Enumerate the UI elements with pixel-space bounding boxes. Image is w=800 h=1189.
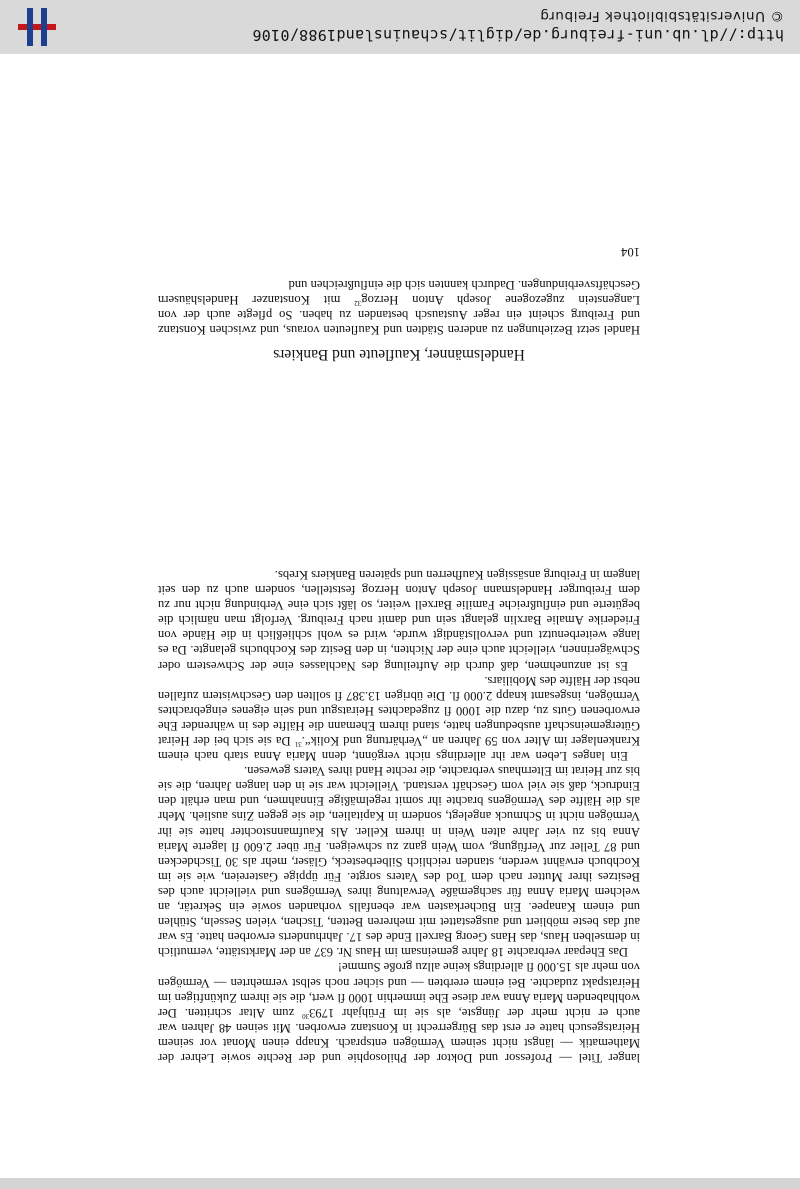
paragraph-5: Handel setzt Beziehungen zu anderen Städten und Kaufleuten voraus, und zwischen Konstanz und Freiburg scheint ein reger Austausch bestanden zu haben. So pflegte auch der von Langenstein zugezogene Joseph Anton Herzog$^{32}$ mit Konstanzer Handelshäusern Geschäftsverbindungen. Dadurch kannten sich die einflußreichen und: [158, 277, 640, 337]
paragraph-4: Es ist anzunehmen, daß durch die Aufteilung des Nachlasses eine der Schwestern oder Schwägerinnen, vielleicht auch eine der Nichten, in den Besitz des Kochbuchs gelangte. Da es lange weiterbenutzt und vervollständigt wurde, wird es wohl schließlich in die Hände von Friederike Amalie Barxlin gelangt sein und damit nach Freiburg. Verfolgt man nämlich die begüterte und einflußreiche Familie Barxell weiter, so läßt sich eine Verbindung nicht nur zu dem Freiburger Handelsmann Joseph Anton Herzog feststellen, sondern auch zu den seit langem in Freiburg ansässigen Kaufherren und späteren Bankiers Krebs.: [158, 568, 640, 673]
paragraph-3: Ein langes Leben war ihr allerdings nicht vergönnt, denn Maria Anna starb nach einem Krankenlager im Alter von 59 Jahren an „Verhärtung und Kolik“.$^{31}$ Da sie sich bei der Heirat Gütergemeinschaft ausbedungen hatte, stand ihrem Ehemann die Hälfte des in währender Ehe erworbenen Guts zu, dazu die 1000 fl zugedachtes Heiratsgut und sein eigenes eingebrachtes Vermögen, insgesamt knapp 2.000 fl. Die übrigen 13.387 fl sollten den Geschwistern zufallen nebst der Hälfte des Mobiliars.: [158, 673, 640, 764]
footnote-ref-31: 31: [294, 740, 302, 749]
footer-url[interactable]: http://dl.ub.uni-freiburg.de/diglit/schauinsland1988/0106: [252, 26, 784, 44]
section-heading: Handelsmänner, Kaufleute und Bankiers: [273, 346, 525, 363]
footer-bar: [0, 0, 800, 54]
paragraph-2: Das Ehepaar verbrachte 18 Jahre gemeinsam im Haus Nr. 637 an der Marktstätte, vermutlich in demselben Haus, das Hans Georg Barxell Ende des 17. Jahrhunderts erworben hatte. Es war auf das beste möbliert und ausgestattet mit mehreren Betten, Tischen, vielen Sesseln, Stühlen und einem Kanapee. Ein Bücherkasten war ebenfalls vorhanden sowie ein Sekretär, an welchem Maria Anna für sachgemäße Verwaltung ihres Vermögens und vielleicht auch des Besitzes ihrer Mutter nach dem Tod des Vaters sorgte. Für üppige Gastereien, wie sie im Kochbuch erwähnt werden, standen reichlich Silberbesteck, Gläser, mehr als 30 Tischdecken und 87 Teller zur Verfügung, vom Wein ganz zu schweigen. Für über 2.600 fl lagerte Maria Anna bis zu vier Jahre alten Wein in ihrem Keller. Als Kaufmannstochter hatte sie ihr Vermögen nicht in Schmuck angelegt, sondern in Kapitalien, die sie gegen Zins auslieh. Mehr als die Hälfte des Vermögens brachte ihr somit regelmäßige Einnahmen, und man erhält den Eindruck, daß sie viel vom Geschäft verstand. Vielleicht war sie in den langen Jahren, die sie bis zur Heirat im Elternhaus verbrachte, die rechte Hand ihres Vaters gewesen.: [158, 764, 640, 960]
footnote-ref-32: 32: [354, 299, 362, 307]
university-library-logo: [14, 6, 60, 48]
bottom-strip: [0, 1178, 800, 1189]
body-text-upper: [158, 567, 640, 1065]
page-number: 104: [621, 245, 640, 259]
footer-copyright: © Universitätsbibliothek Freiburg: [539, 8, 784, 24]
body-text-lower: [158, 277, 640, 337]
footnote-ref-30: 30: [302, 1011, 310, 1020]
paragraph-1: langer Titel — Professor und Doktor der Philosophie und der Rechte sowie Lehrer der Mathematik — längst nicht seinem Vermögen entsprach. Knapp einen Monat vor seinem Heiratsgesuch hatte er erst das Bürgerrecht in Konstanz erworben. Mit seinen 48 Jahren war auch er nicht mehr der Jüngste, als sie im Frühjahr 1793$^{30}$ zum Altar schritten. Der wohlhabenden Maria Anna war diese Ehe immerhin 1000 fl wert, die sie ihrem Zukünftigen im Heiratspakt zudachte. Bei einem ererbten — und sicher noch selbst vermehrten — Vermögen von mehr als 15.000 fl allerdings keine allzu große Summe!: [158, 960, 640, 1065]
